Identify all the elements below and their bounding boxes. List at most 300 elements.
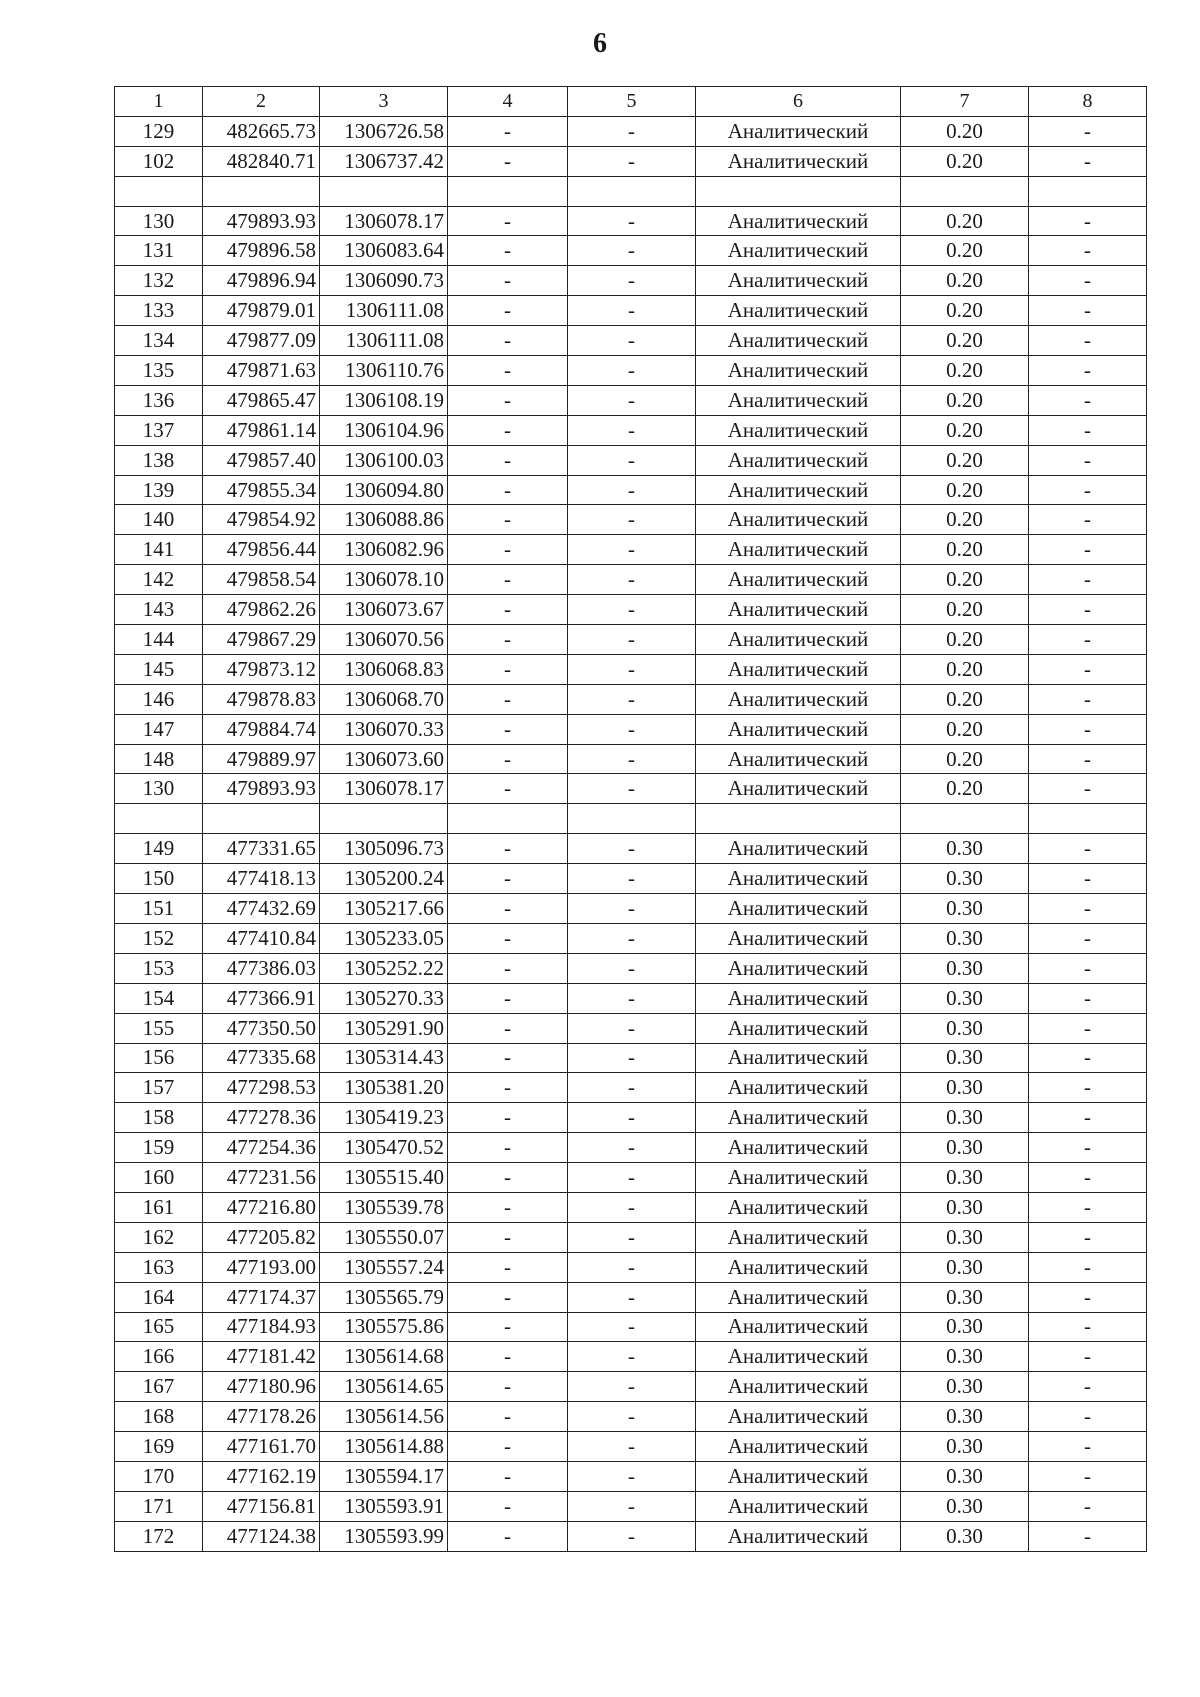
table-cell-col-7: 0.30 xyxy=(901,923,1029,953)
table-row xyxy=(115,116,1147,146)
table-cell-col-5: - xyxy=(568,1372,696,1402)
table-cell-col-7: 0.20 xyxy=(901,266,1029,296)
table-cell-col-6: Аналитический xyxy=(696,1491,901,1521)
table-cell-col-3 xyxy=(320,176,448,206)
table-cell-col-6: Аналитический xyxy=(696,1282,901,1312)
table-row xyxy=(115,146,1147,176)
table-cell-col-6: Аналитический xyxy=(696,684,901,714)
table-cell-col-2 xyxy=(203,176,320,206)
table-cell-col-3: 1305557.24 xyxy=(320,1252,448,1282)
table-cell-col-7: 0.20 xyxy=(901,206,1029,236)
table-cell-col-7: 0.30 xyxy=(901,894,1029,924)
table-cell-col-3: 1306111.08 xyxy=(320,296,448,326)
table-cell-col-3: 1305381.20 xyxy=(320,1073,448,1103)
table-cell-col-1: 161 xyxy=(115,1192,203,1222)
table-cell-col-1: 137 xyxy=(115,415,203,445)
table-cell-col-8: - xyxy=(1029,744,1147,774)
table-row xyxy=(115,834,1147,864)
table-cell-col-7: 0.20 xyxy=(901,654,1029,684)
table-cell-col-1: 153 xyxy=(115,953,203,983)
table-cell-col-8: - xyxy=(1029,1252,1147,1282)
table-row xyxy=(115,266,1147,296)
table-cell-col-7: 0.30 xyxy=(901,1133,1029,1163)
table-cell-col-7: 0.20 xyxy=(901,445,1029,475)
table-cell-col-7: 0.20 xyxy=(901,385,1029,415)
table-cell-col-8: - xyxy=(1029,415,1147,445)
table-cell-col-6: Аналитический xyxy=(696,356,901,386)
table-cell-col-4: - xyxy=(448,595,568,625)
table-cell-col-2: 479896.58 xyxy=(203,236,320,266)
table-row xyxy=(115,894,1147,924)
table-cell-col-8: - xyxy=(1029,236,1147,266)
table-cell-col-2: 477410.84 xyxy=(203,923,320,953)
table-row xyxy=(115,774,1147,804)
table-cell-col-2: 479879.01 xyxy=(203,296,320,326)
table-cell-col-6: Аналитический xyxy=(696,1342,901,1372)
table-cell-col-7: 0.30 xyxy=(901,1521,1029,1551)
table-row xyxy=(115,1222,1147,1252)
table-row xyxy=(115,1282,1147,1312)
table-cell-col-1: 132 xyxy=(115,266,203,296)
table-cell-col-4: - xyxy=(448,1521,568,1551)
table-row xyxy=(115,1073,1147,1103)
table-cell-col-1: 102 xyxy=(115,146,203,176)
table-cell-col-5: - xyxy=(568,475,696,505)
table-cell-col-7: 0.30 xyxy=(901,1461,1029,1491)
table-cell-col-3: 1305593.99 xyxy=(320,1521,448,1551)
table-cell-col-2: 477216.80 xyxy=(203,1192,320,1222)
table-cell-col-5: - xyxy=(568,654,696,684)
table-cell-col-7: 0.30 xyxy=(901,1192,1029,1222)
table-cell-col-3: 1305291.90 xyxy=(320,1013,448,1043)
table-cell-col-3: 1305252.22 xyxy=(320,953,448,983)
table-cell-col-7: 0.30 xyxy=(901,1342,1029,1372)
table-cell-col-4: - xyxy=(448,356,568,386)
table-row xyxy=(115,1402,1147,1432)
table-cell-col-7: 0.30 xyxy=(901,1222,1029,1252)
table-cell-col-3: 1305470.52 xyxy=(320,1133,448,1163)
table-cell-col-3: 1306068.70 xyxy=(320,684,448,714)
table-cell-col-2: 477162.19 xyxy=(203,1461,320,1491)
table-cell-col-6: Аналитический xyxy=(696,535,901,565)
table-cell-col-7: 0.30 xyxy=(901,1013,1029,1043)
table-row xyxy=(115,385,1147,415)
table-cell-col-5: - xyxy=(568,266,696,296)
column-header-2: 2 xyxy=(203,87,320,117)
table-cell-col-7: 0.20 xyxy=(901,146,1029,176)
table-cell-col-4: - xyxy=(448,1013,568,1043)
table-cell-col-3: 1306110.76 xyxy=(320,356,448,386)
table-cell-col-8: - xyxy=(1029,625,1147,655)
table-cell-col-3: 1305270.33 xyxy=(320,983,448,1013)
table-cell-col-5: - xyxy=(568,1342,696,1372)
table-cell-col-5: - xyxy=(568,1252,696,1282)
table-cell-col-7: 0.20 xyxy=(901,595,1029,625)
table-cell-col-1: 129 xyxy=(115,116,203,146)
table-cell-col-1: 145 xyxy=(115,654,203,684)
table-cell-col-1 xyxy=(115,804,203,834)
table-cell-col-6: Аналитический xyxy=(696,385,901,415)
table-cell-col-7: 0.30 xyxy=(901,864,1029,894)
table-cell-col-5: - xyxy=(568,356,696,386)
table-cell-col-6: Аналитический xyxy=(696,1432,901,1462)
table-row xyxy=(115,236,1147,266)
table-cell-col-4: - xyxy=(448,565,568,595)
table-cell-col-4: - xyxy=(448,1461,568,1491)
table-cell-col-4: - xyxy=(448,415,568,445)
table-cell-col-5: - xyxy=(568,774,696,804)
table-cell-col-4: - xyxy=(448,505,568,535)
table-cell-col-3: 1306104.96 xyxy=(320,415,448,445)
table-cell-col-8: - xyxy=(1029,834,1147,864)
table-cell-col-5: - xyxy=(568,1073,696,1103)
table-cell-col-2: 479865.47 xyxy=(203,385,320,415)
table-row xyxy=(115,535,1147,565)
table-cell-col-3: 1306078.17 xyxy=(320,774,448,804)
table-cell-col-6 xyxy=(696,804,901,834)
table-cell-col-4: - xyxy=(448,923,568,953)
table-row xyxy=(115,1103,1147,1133)
table-cell-col-8: - xyxy=(1029,654,1147,684)
table-cell-col-1: 140 xyxy=(115,505,203,535)
table-cell-col-1 xyxy=(115,176,203,206)
table-cell-col-1: 155 xyxy=(115,1013,203,1043)
table-cell-col-8: - xyxy=(1029,266,1147,296)
table-cell-col-4: - xyxy=(448,684,568,714)
table-cell-col-4: - xyxy=(448,1192,568,1222)
table-cell-col-8: - xyxy=(1029,1372,1147,1402)
table-cell-col-3: 1306082.96 xyxy=(320,535,448,565)
table-cell-col-1: 143 xyxy=(115,595,203,625)
table-row xyxy=(115,1342,1147,1372)
table-cell-col-3: 1305314.43 xyxy=(320,1043,448,1073)
table-separator-row xyxy=(115,176,1147,206)
table-cell-col-1: 160 xyxy=(115,1163,203,1193)
table-cell-col-3: 1305614.68 xyxy=(320,1342,448,1372)
table-cell-col-6: Аналитический xyxy=(696,146,901,176)
coordinates-table xyxy=(114,86,1147,1552)
table-cell-col-2: 479877.09 xyxy=(203,326,320,356)
table-cell-col-6: Аналитический xyxy=(696,714,901,744)
table-cell-col-1: 158 xyxy=(115,1103,203,1133)
table-row xyxy=(115,625,1147,655)
table-row xyxy=(115,1461,1147,1491)
table-cell-col-1: 164 xyxy=(115,1282,203,1312)
table-cell-col-5: - xyxy=(568,1312,696,1342)
table-cell-col-6: Аналитический xyxy=(696,625,901,655)
table-cell-col-1: 134 xyxy=(115,326,203,356)
table-cell-col-7: 0.20 xyxy=(901,744,1029,774)
table-cell-col-6: Аналитический xyxy=(696,1222,901,1252)
table-cell-col-6: Аналитический xyxy=(696,206,901,236)
table-cell-col-5: - xyxy=(568,296,696,326)
table-cell-col-2: 477350.50 xyxy=(203,1013,320,1043)
table-cell-col-8: - xyxy=(1029,116,1147,146)
table-cell-col-6: Аналитический xyxy=(696,1461,901,1491)
table-cell-col-4: - xyxy=(448,744,568,774)
table-cell-col-4: - xyxy=(448,894,568,924)
table-cell-col-1: 130 xyxy=(115,206,203,236)
table-cell-col-4: - xyxy=(448,1073,568,1103)
table-cell-col-4: - xyxy=(448,385,568,415)
table-cell-col-3: 1306070.56 xyxy=(320,625,448,655)
table-cell-col-1: 133 xyxy=(115,296,203,326)
table-cell-col-5: - xyxy=(568,326,696,356)
table-cell-col-4: - xyxy=(448,864,568,894)
table-cell-col-5: - xyxy=(568,953,696,983)
table-cell-col-6: Аналитический xyxy=(696,326,901,356)
table-cell-col-2: 479878.83 xyxy=(203,684,320,714)
table-cell-col-3: 1305515.40 xyxy=(320,1163,448,1193)
table-cell-col-6: Аналитический xyxy=(696,1043,901,1073)
table-cell-col-3: 1305594.17 xyxy=(320,1461,448,1491)
table-cell-col-8: - xyxy=(1029,206,1147,236)
table-cell-col-3: 1306100.03 xyxy=(320,445,448,475)
table-cell-col-5: - xyxy=(568,445,696,475)
table-cell-col-6: Аналитический xyxy=(696,953,901,983)
table-cell-col-6: Аналитический xyxy=(696,864,901,894)
table-cell-col-4: - xyxy=(448,326,568,356)
table-cell-col-3: 1306090.73 xyxy=(320,266,448,296)
table-row xyxy=(115,505,1147,535)
table-cell-col-3: 1306088.86 xyxy=(320,505,448,535)
table-cell-col-5: - xyxy=(568,1103,696,1133)
table-cell-col-3: 1306078.17 xyxy=(320,206,448,236)
table-cell-col-3: 1305550.07 xyxy=(320,1222,448,1252)
table-cell-col-7: 0.30 xyxy=(901,1432,1029,1462)
table-cell-col-8: - xyxy=(1029,1342,1147,1372)
table-cell-col-6: Аналитический xyxy=(696,415,901,445)
table-cell-col-4: - xyxy=(448,1103,568,1133)
table-cell-col-7: 0.20 xyxy=(901,684,1029,714)
table-cell-col-5: - xyxy=(568,116,696,146)
table-cell-col-6: Аналитический xyxy=(696,266,901,296)
table-cell-col-1: 171 xyxy=(115,1491,203,1521)
table-cell-col-4: - xyxy=(448,953,568,983)
table-cell-col-3: 1305614.88 xyxy=(320,1432,448,1462)
table-cell-col-4: - xyxy=(448,983,568,1013)
table-row xyxy=(115,1133,1147,1163)
table-row xyxy=(115,953,1147,983)
table-cell-col-2 xyxy=(203,804,320,834)
table-cell-col-3: 1305575.86 xyxy=(320,1312,448,1342)
table-cell-col-4: - xyxy=(448,535,568,565)
table-separator-row xyxy=(115,804,1147,834)
table-row xyxy=(115,1013,1147,1043)
table-cell-col-1: 150 xyxy=(115,864,203,894)
table-cell-col-1: 157 xyxy=(115,1073,203,1103)
table-cell-col-6: Аналитический xyxy=(696,595,901,625)
table-cell-col-7: 0.20 xyxy=(901,415,1029,445)
table-cell-col-7: 0.30 xyxy=(901,1491,1029,1521)
table-cell-col-5: - xyxy=(568,684,696,714)
table-row xyxy=(115,983,1147,1013)
table-cell-col-8: - xyxy=(1029,356,1147,386)
table-cell-col-7: 0.20 xyxy=(901,296,1029,326)
table-row xyxy=(115,1372,1147,1402)
table-cell-col-1: 154 xyxy=(115,983,203,1013)
table-cell-col-5: - xyxy=(568,565,696,595)
table-cell-col-2: 477254.36 xyxy=(203,1133,320,1163)
table-cell-col-3: 1306726.58 xyxy=(320,116,448,146)
table-row xyxy=(115,326,1147,356)
table-cell-col-4: - xyxy=(448,1043,568,1073)
table-cell-col-8 xyxy=(1029,176,1147,206)
table-cell-col-1: 135 xyxy=(115,356,203,386)
table-cell-col-8: - xyxy=(1029,1192,1147,1222)
table-cell-col-1: 163 xyxy=(115,1252,203,1282)
table-cell-col-6: Аналитический xyxy=(696,1192,901,1222)
table-cell-col-7: 0.30 xyxy=(901,834,1029,864)
table-row xyxy=(115,923,1147,953)
table-cell-col-4: - xyxy=(448,1342,568,1372)
table-cell-col-5: - xyxy=(568,1432,696,1462)
table-cell-col-5: - xyxy=(568,1282,696,1312)
table-cell-col-8: - xyxy=(1029,1461,1147,1491)
table-cell-col-6: Аналитический xyxy=(696,1402,901,1432)
table-row xyxy=(115,684,1147,714)
table-cell-col-6: Аналитический xyxy=(696,654,901,684)
table-cell-col-8: - xyxy=(1029,1013,1147,1043)
table-cell-col-5: - xyxy=(568,1043,696,1073)
table-cell-col-1: 156 xyxy=(115,1043,203,1073)
column-header-5: 5 xyxy=(568,87,696,117)
table-cell-col-1: 148 xyxy=(115,744,203,774)
table-cell-col-5: - xyxy=(568,206,696,236)
table-cell-col-7: 0.30 xyxy=(901,1312,1029,1342)
table-cell-col-8: - xyxy=(1029,445,1147,475)
table-body xyxy=(115,116,1147,1551)
table-cell-col-4: - xyxy=(448,1252,568,1282)
table-cell-col-6: Аналитический xyxy=(696,894,901,924)
table-cell-col-8: - xyxy=(1029,1133,1147,1163)
table-cell-col-8: - xyxy=(1029,385,1147,415)
table-cell-col-7: 0.30 xyxy=(901,1402,1029,1432)
table-cell-col-6: Аналитический xyxy=(696,1372,901,1402)
table-cell-col-2: 477124.38 xyxy=(203,1521,320,1551)
table-cell-col-6: Аналитический xyxy=(696,1163,901,1193)
table-cell-col-6 xyxy=(696,176,901,206)
table-cell-col-8: - xyxy=(1029,1103,1147,1133)
table-cell-col-7 xyxy=(901,176,1029,206)
page-number: 6 xyxy=(593,28,607,59)
table-cell-col-4: - xyxy=(448,1432,568,1462)
table-cell-col-5: - xyxy=(568,1133,696,1163)
table-cell-col-2: 479896.94 xyxy=(203,266,320,296)
table-cell-col-1: 141 xyxy=(115,535,203,565)
table-cell-col-4 xyxy=(448,176,568,206)
table-cell-col-8: - xyxy=(1029,1432,1147,1462)
table-cell-col-3: 1305233.05 xyxy=(320,923,448,953)
table-cell-col-7: 0.20 xyxy=(901,505,1029,535)
table-cell-col-8: - xyxy=(1029,1222,1147,1252)
table-cell-col-6: Аналитический xyxy=(696,236,901,266)
table-cell-col-3: 1305593.91 xyxy=(320,1491,448,1521)
table-cell-col-5: - xyxy=(568,714,696,744)
table-row xyxy=(115,654,1147,684)
table-cell-col-2: 477156.81 xyxy=(203,1491,320,1521)
table-cell-col-5: - xyxy=(568,894,696,924)
table-cell-col-8: - xyxy=(1029,923,1147,953)
table-cell-col-2: 477193.00 xyxy=(203,1252,320,1282)
table-cell-col-8: - xyxy=(1029,1043,1147,1073)
table-row xyxy=(115,1312,1147,1342)
table-cell-col-8: - xyxy=(1029,774,1147,804)
table-cell-col-3 xyxy=(320,804,448,834)
table-cell-col-5: - xyxy=(568,744,696,774)
table-cell-col-6: Аналитический xyxy=(696,1073,901,1103)
table-cell-col-7: 0.30 xyxy=(901,953,1029,983)
column-header-1: 1 xyxy=(115,87,203,117)
table-cell-col-2: 479893.93 xyxy=(203,206,320,236)
table-cell-col-3: 1306073.67 xyxy=(320,595,448,625)
table-cell-col-3: 1306083.64 xyxy=(320,236,448,266)
table-cell-col-3: 1306068.83 xyxy=(320,654,448,684)
table-cell-col-2: 477418.13 xyxy=(203,864,320,894)
table-cell-col-1: 159 xyxy=(115,1133,203,1163)
table-cell-col-2: 482665.73 xyxy=(203,116,320,146)
table-cell-col-2: 477331.65 xyxy=(203,834,320,864)
table-cell-col-7: 0.20 xyxy=(901,625,1029,655)
table-cell-col-5: - xyxy=(568,1013,696,1043)
table-cell-col-2: 477184.93 xyxy=(203,1312,320,1342)
table-cell-col-7 xyxy=(901,804,1029,834)
table-cell-col-8: - xyxy=(1029,684,1147,714)
table-cell-col-7: 0.30 xyxy=(901,1103,1029,1133)
table-cell-col-2: 479857.40 xyxy=(203,445,320,475)
table-cell-col-2: 477231.56 xyxy=(203,1163,320,1193)
table-cell-col-6: Аналитический xyxy=(696,983,901,1013)
table-cell-col-2: 477181.42 xyxy=(203,1342,320,1372)
table-row xyxy=(115,1192,1147,1222)
table-cell-col-1: 131 xyxy=(115,236,203,266)
table-cell-col-1: 147 xyxy=(115,714,203,744)
table-cell-col-5: - xyxy=(568,625,696,655)
table-cell-col-8: - xyxy=(1029,595,1147,625)
table-cell-col-5: - xyxy=(568,1491,696,1521)
table-cell-col-2: 479856.44 xyxy=(203,535,320,565)
table-cell-col-7: 0.20 xyxy=(901,356,1029,386)
table-row xyxy=(115,445,1147,475)
table-cell-col-4: - xyxy=(448,1163,568,1193)
table-cell-col-8: - xyxy=(1029,894,1147,924)
table-cell-col-2: 477432.69 xyxy=(203,894,320,924)
table-row xyxy=(115,1163,1147,1193)
table-cell-col-2: 479873.12 xyxy=(203,654,320,684)
table-cell-col-1: 167 xyxy=(115,1372,203,1402)
table-cell-col-2: 479861.14 xyxy=(203,415,320,445)
table-cell-col-6: Аналитический xyxy=(696,1013,901,1043)
table-cell-col-8: - xyxy=(1029,505,1147,535)
table-cell-col-5: - xyxy=(568,535,696,565)
table-cell-col-1: 172 xyxy=(115,1521,203,1551)
table-cell-col-7: 0.30 xyxy=(901,1073,1029,1103)
table-cell-col-8: - xyxy=(1029,1312,1147,1342)
table-row xyxy=(115,415,1147,445)
table-cell-col-4: - xyxy=(448,445,568,475)
table-cell-col-2: 477366.91 xyxy=(203,983,320,1013)
table-cell-col-1: 146 xyxy=(115,684,203,714)
table-row xyxy=(115,595,1147,625)
table-cell-col-7: 0.20 xyxy=(901,236,1029,266)
table-cell-col-4: - xyxy=(448,1222,568,1252)
table-row xyxy=(115,1521,1147,1551)
column-header-3: 3 xyxy=(320,87,448,117)
table-cell-col-1: 152 xyxy=(115,923,203,953)
table-cell-col-4: - xyxy=(448,714,568,744)
table-cell-col-2: 482840.71 xyxy=(203,146,320,176)
table-cell-col-1: 166 xyxy=(115,1342,203,1372)
